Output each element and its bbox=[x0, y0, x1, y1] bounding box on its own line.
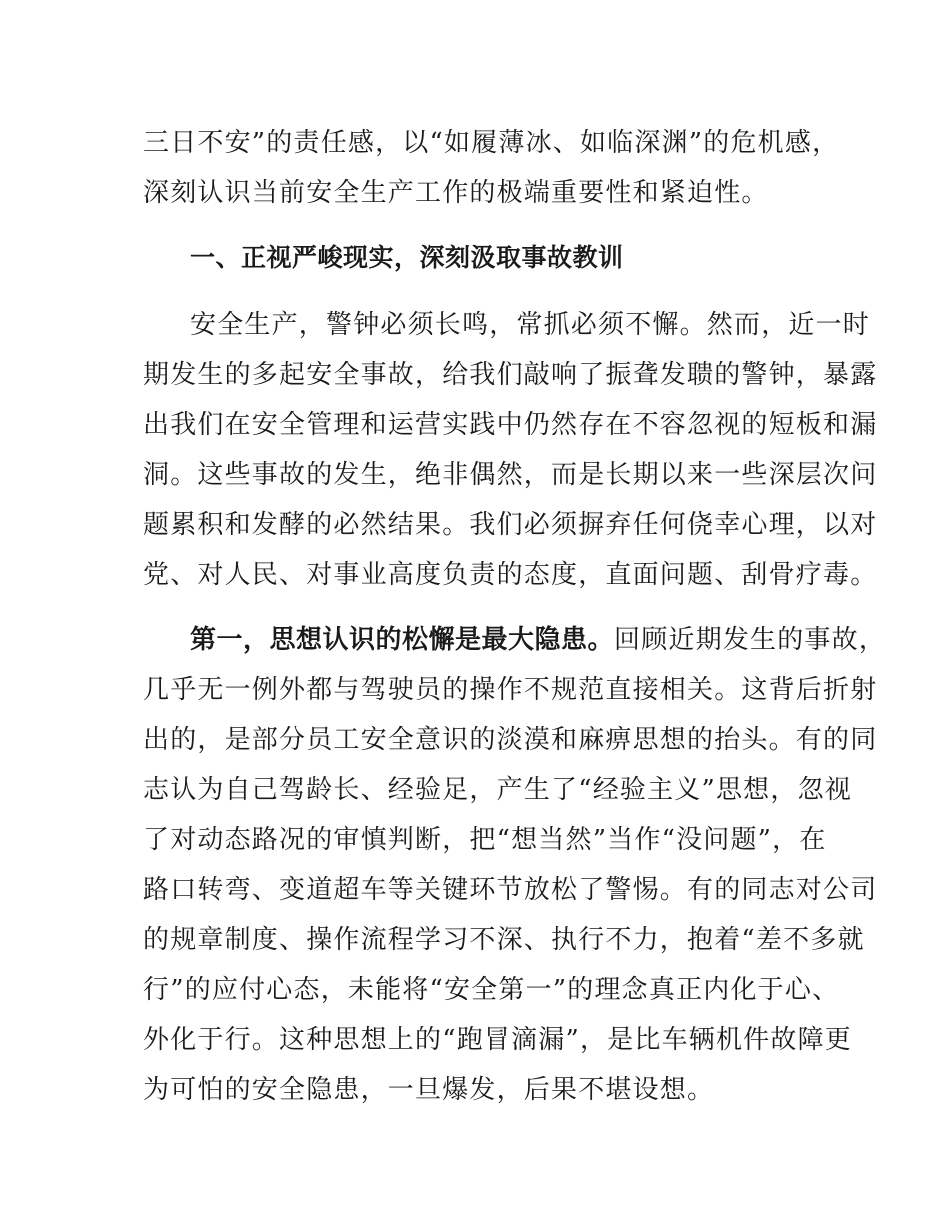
paragraph-line: 洞。这些事故的发生，绝非偶然，而是长期以来一些深层次问 bbox=[143, 460, 878, 490]
lead-rest: 回顾近期发生的事故， bbox=[614, 625, 887, 655]
text-line: 深刻认识当前安全生产工作的极端重要性和紧迫性。 bbox=[143, 178, 769, 208]
paragraph-lead-line bbox=[190, 625, 887, 655]
paragraph-line: 外化于行。这种思想上的“跑冒滴漏”，是比车辆机件故障更 bbox=[143, 1025, 852, 1055]
paragraph-line: 为可怕的安全隐患，一旦爆发，后果不堪设想。 bbox=[143, 1075, 715, 1105]
paragraph-line: 行”的应付心态，未能将“安全第一”的理念真正内化于心、 bbox=[143, 975, 840, 1005]
paragraph-line: 路口转弯、变道超车等关键环节放松了警惕。有的同志对公司 bbox=[143, 875, 878, 905]
paragraph-line: 出我们在安全管理和运营实践中仍然存在不容忽视的短板和漏 bbox=[143, 410, 878, 440]
paragraph-line: 出的，是部分员工安全意识的淡漠和麻痹思想的抬头。有的同 bbox=[143, 725, 878, 755]
bold-lead: 第一，思想认识的松懈是最大隐患。 bbox=[190, 625, 615, 655]
paragraph-line: 了对动态路况的审慎判断，把“想当然”当作“没问题”，在 bbox=[143, 825, 827, 855]
paragraph-line: 志认为自己驾龄长、经验足，产生了“经验主义”思想，忽视 bbox=[143, 775, 852, 805]
paragraph-line: 期发生的多起安全事故，给我们敲响了振聋发聩的警钟，暴露 bbox=[143, 360, 878, 390]
paragraph-line: 党、对人民、对事业高度负责的态度，直面问题、刮骨疗毒。 bbox=[143, 560, 878, 590]
section-heading: 一、正视严峻现实，深刻汲取事故教训 bbox=[190, 243, 624, 272]
paragraph-line: 的规章制度、操作流程学习不深、执行不力，抱着“差不多就 bbox=[143, 925, 865, 955]
text-line: 三日不安”的责任感，以“如履薄冰、如临深渊”的危机感， bbox=[143, 128, 840, 158]
paragraph-line: 安全生产，警钟必须长鸣，常抓必须不懈。然而，近一时 bbox=[190, 310, 871, 340]
paragraph-line: 题累积和发酵的必然结果。我们必须摒弃任何侥幸心理，以对 bbox=[143, 510, 878, 540]
paragraph-line: 几乎无一例外都与驾驶员的操作不规范直接相关。这背后折射 bbox=[143, 675, 878, 705]
